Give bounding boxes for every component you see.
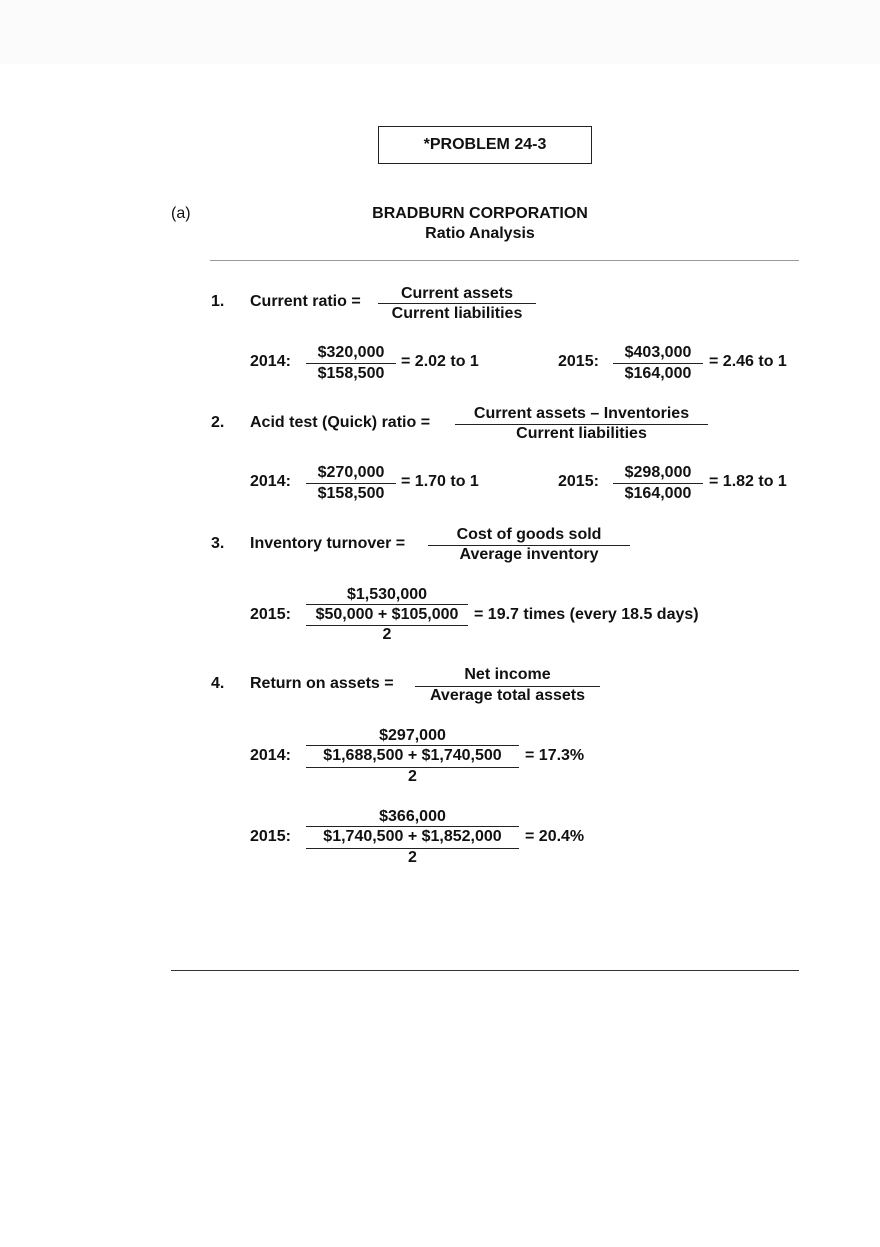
calc-average-terms: $50,000 + $105,000 bbox=[315, 606, 459, 623]
calc-numerator: $366,000 bbox=[379, 808, 446, 825]
calc-result: = 2.02 to 1 bbox=[401, 353, 479, 370]
calc-denominator: $164,000 bbox=[624, 485, 692, 502]
report-title: Ratio Analysis bbox=[425, 225, 535, 242]
calc-numerator: $403,000 bbox=[624, 344, 692, 361]
calc-denominator: $158,500 bbox=[317, 365, 385, 382]
calc-numerator: $1,530,000 bbox=[346, 586, 428, 603]
calc-result: = 17.3% bbox=[525, 747, 585, 764]
formula-label: Return on assets = bbox=[250, 675, 394, 692]
formula-numerator: Current assets – Inventories bbox=[473, 405, 690, 422]
problem-title: *PROBLEM 24-3 bbox=[423, 136, 547, 153]
formula-denominator: Average total assets bbox=[429, 687, 586, 704]
year-label: 2015: bbox=[250, 828, 291, 845]
section-number: 1. bbox=[211, 293, 225, 310]
calc-average-terms: $1,740,500 + $1,852,000 bbox=[323, 828, 502, 845]
year-label: 2014: bbox=[250, 353, 291, 370]
formula-label: Current ratio = bbox=[250, 293, 361, 310]
calc-denominator: $158,500 bbox=[317, 485, 385, 502]
year-label: 2015: bbox=[250, 606, 291, 623]
footer-divider bbox=[171, 970, 799, 971]
calc-numerator: $298,000 bbox=[624, 464, 692, 481]
calc-numerator: $297,000 bbox=[379, 727, 446, 744]
calc-result: = 2.46 to 1 bbox=[709, 353, 787, 370]
calc-result: = 1.70 to 1 bbox=[401, 473, 479, 490]
calc-divisor: 2 bbox=[382, 626, 392, 643]
year-label: 2015: bbox=[558, 353, 599, 370]
formula-denominator: Current liabilities bbox=[516, 425, 647, 442]
calc-denominator: $164,000 bbox=[624, 365, 692, 382]
page-top-strip bbox=[0, 0, 880, 64]
calc-result: = 20.4% bbox=[525, 828, 585, 845]
formula-numerator: Net income bbox=[464, 666, 551, 683]
formula-numerator: Current assets bbox=[400, 285, 514, 302]
calc-result: = 19.7 times (every 18.5 days) bbox=[474, 606, 699, 623]
section-number: 2. bbox=[211, 414, 225, 431]
year-label: 2014: bbox=[250, 747, 291, 764]
section-number: 3. bbox=[211, 535, 225, 552]
calc-average-terms: $1,688,500 + $1,740,500 bbox=[323, 747, 502, 764]
header-divider bbox=[210, 260, 799, 261]
formula-numerator: Cost of goods sold bbox=[456, 526, 602, 543]
calc-divisor: 2 bbox=[408, 768, 417, 785]
year-label: 2015: bbox=[558, 473, 599, 490]
formula-denominator: Current liabilities bbox=[391, 305, 523, 322]
section-number: 4. bbox=[211, 675, 225, 692]
formula-label: Acid test (Quick) ratio = bbox=[250, 414, 431, 431]
company-name: BRADBURN CORPORATION bbox=[372, 205, 588, 222]
year-label: 2014: bbox=[250, 473, 291, 490]
calc-result: = 1.82 to 1 bbox=[709, 473, 787, 490]
calc-numerator: $320,000 bbox=[317, 344, 385, 361]
calc-divisor: 2 bbox=[408, 849, 417, 866]
formula-label: Inventory turnover = bbox=[250, 535, 406, 552]
part-label: (a) bbox=[171, 205, 191, 222]
calc-numerator: $270,000 bbox=[317, 464, 385, 481]
formula-denominator: Average inventory bbox=[459, 546, 599, 563]
